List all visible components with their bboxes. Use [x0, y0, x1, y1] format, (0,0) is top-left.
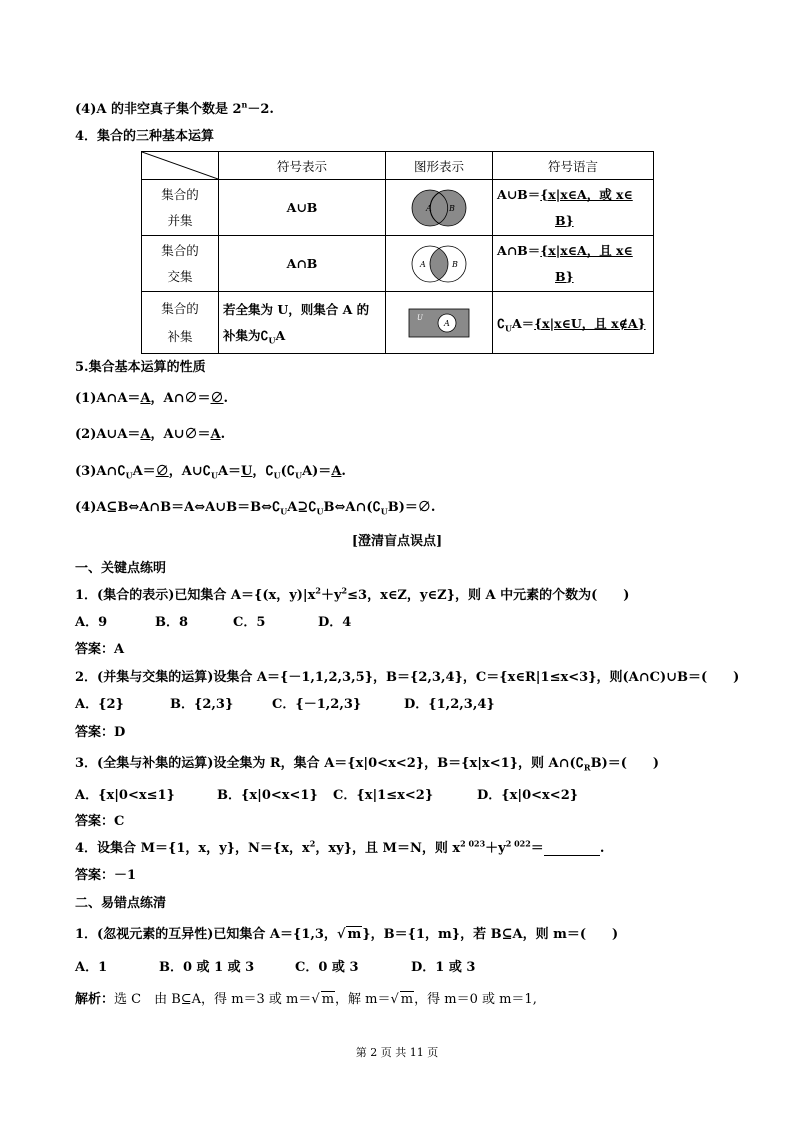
q5-option-b: B．0 或 1 或 3	[159, 960, 255, 975]
section-5-title: 5.集合基本运算的性质	[75, 360, 206, 375]
q1-answer: 答案：A	[75, 642, 125, 657]
intersection-venn-icon	[406, 244, 472, 284]
q3-option-d: D．{x|0<x<2}	[477, 788, 579, 803]
question-4: 4．设集合 M＝{1，x，y}，N＝{x，$x^2$，xy}，且 M＝N，则 $x^{2 023}+y^{2 022}=$ .	[75, 838, 605, 856]
q2-option-b: B．{2,3}	[170, 697, 234, 712]
property-3: $(3)A\cap∁_UA=\emptyset$，$A\cup∁_UA=U$，$∁_U(∁_UA)=A$.	[75, 464, 346, 481]
q2-option-d: D．{1,2,3,4}	[404, 697, 495, 712]
svg-text:B: B	[452, 259, 458, 269]
svg-text:U: U	[417, 313, 423, 322]
question-5: 1．(忽视元素的互异性)已知集合 A＝{1,3，√ m}，B＝{1，m}，若 B⊆A，则 m＝( )	[75, 927, 619, 942]
row-language: $∁_UA=\{x|x\in U$，且 x∉A}	[493, 292, 654, 354]
section-4-title: 4．集合的三种基本运算	[75, 129, 215, 144]
union-venn-icon	[406, 188, 472, 228]
row-language: A∩B＝{x|x∈A，且 x∈ B}	[493, 236, 654, 292]
union-venn-figure	[386, 180, 493, 236]
row-name: 集合的 交集	[142, 236, 219, 292]
row-symbol: A∪B	[219, 180, 386, 236]
q3-answer: 答案：C	[75, 814, 125, 829]
question-3: 3．(全集与补集的运算)设全集为 R，集合 A＝{x|0<x<2}，B＝{x|x<1}，则 $A\cap(∁_RB)=$( )	[75, 756, 660, 773]
q2-option-c: C．{－1,2,3}	[272, 697, 362, 712]
svg-text:B: B	[449, 203, 455, 213]
q1-option-d: D．4	[318, 615, 352, 630]
table-row-complement	[142, 292, 654, 354]
part-2-title: 二、易错点练清	[75, 896, 167, 911]
analysis: 解析：选 C 由 B⊆A，得 m＝3 或 m＝√ m，解 m＝√ m，得 m＝0 或 m＝1,	[75, 992, 537, 1007]
q3-option-c: C．{x|1≤x<2}	[333, 788, 434, 803]
q2-answer: 答案：D	[75, 725, 126, 740]
row-symbol: 若全集为 U，则集合 A 的 补集为$∁_UA$	[219, 292, 386, 354]
property-4: $(4)A⊆B\Leftrightarrow A\cap B=A\Leftrightarrow A\cup B=B\Leftrightarrow∁_UA⊇∁_UB\Leftrightarrow A\cap(∁_UB)=\emptyset$.	[75, 500, 436, 517]
q3-option-a: A．{x|0<x≤1}	[75, 788, 175, 803]
clarify-title: [澄清盲点误点]	[351, 534, 443, 549]
row-language: A∪B＝{x|x∈A，或 x∈ B}	[493, 180, 654, 236]
header-symbol: 符号表示	[219, 152, 386, 180]
q1-option-a: A．9	[75, 615, 108, 630]
row-symbol: A∩B	[219, 236, 386, 292]
header-language: 符号语言	[493, 152, 654, 180]
q5-option-c: C．0 或 3	[295, 960, 359, 975]
property-2: (2)A∪A＝A，A∪∅＝A.	[75, 427, 226, 442]
diagonal-line	[142, 152, 218, 179]
q5-option-a: A．1	[75, 960, 108, 975]
q1-option-c: C．5	[233, 615, 266, 630]
question-2: 2．(并集与交集的运算)设集合 A＝{－1,1,2,3,5}，B＝{2,3,4}，C＝{x∈R|1≤x<3}，则(A∩C)∪B＝( )	[75, 670, 740, 685]
svg-text:A: A	[420, 259, 426, 269]
set-operations-table	[141, 151, 654, 354]
intersection-venn-figure	[386, 236, 493, 292]
page-footer: 第 2 页 共 11 页	[355, 1046, 439, 1059]
complement-venn-icon	[408, 308, 470, 338]
question-1: 1．(集合的表示)已知集合 A＝{(x，$y)|x^2+y^2\le 3$，x∈Z，y∈Z}，则 A 中元素的个数为( )	[75, 585, 630, 603]
property-1: (1)A∩A＝A，A∩∅＝∅.	[75, 391, 229, 406]
row-name: 集合的 补集	[142, 292, 219, 354]
table-row-intersection	[142, 236, 654, 292]
q5-option-d: D．1 或 3	[411, 960, 476, 975]
header-figure: 图形表示	[386, 152, 493, 180]
answer-blank[interactable]	[544, 843, 600, 856]
part-1-title: 一、关键点练明	[75, 561, 167, 576]
q3-option-b: B．{x|0<x<1}	[217, 788, 318, 803]
property-4-line: (4)A 的非空真子集个数是 $2^n-2$.	[75, 99, 274, 117]
diagonal-header-cell	[142, 152, 219, 180]
svg-text:A: A	[444, 318, 450, 328]
q1-option-b: B．8	[155, 615, 189, 630]
q2-option-a: A．{2}	[75, 697, 124, 712]
table-row-union	[142, 180, 654, 236]
q4-answer: 答案：－1	[75, 868, 137, 883]
row-name: 集合的 并集	[142, 180, 219, 236]
complement-venn-figure	[386, 292, 493, 354]
svg-text:A: A	[426, 203, 432, 213]
